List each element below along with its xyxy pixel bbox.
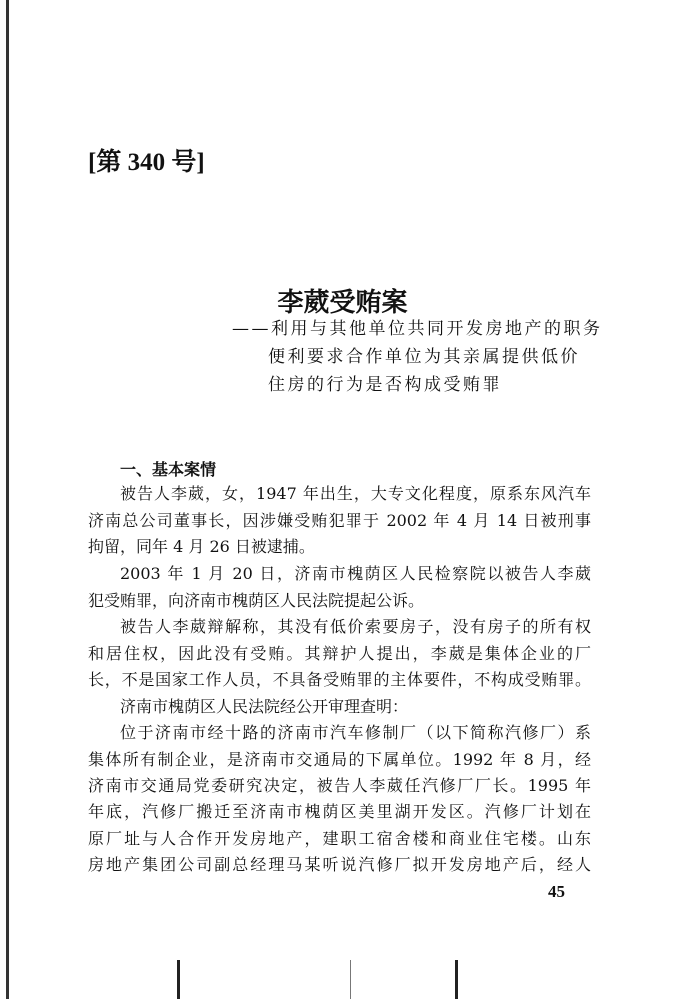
page-number: 45 (548, 882, 565, 901)
subtitle-line: 住房的行为是否构成受贿罪 (268, 375, 502, 395)
case-number: [第 340 号] (88, 149, 205, 176)
case-title: 李葳受贿案 (277, 288, 408, 318)
scan-artifact-mark (350, 960, 351, 999)
body-line: 年底，汽修厂搬迁至济南市槐荫区美里湖开发区。汽修厂计划在 (88, 802, 591, 821)
subtitle-line: 便利要求合作单位为其亲属提供低价 (268, 347, 580, 367)
body-line: 济南市槐荫区人民法院经公开审理查明： (120, 697, 409, 716)
body-line: 长，不是国家工作人员，不具备受贿罪的主体要件，不构成受贿罪。 (88, 670, 591, 689)
body-line: 和居住权，因此没有受贿。其辩护人提出，李葳是集体企业的厂 (88, 644, 591, 663)
scan-artifact-mark (177, 960, 180, 999)
scan-edge-line (6, 0, 9, 999)
body-line: 集体所有制企业，是济南市交通局的下属单位。1992 年 8 月，经 (88, 750, 591, 769)
body-line: 房地产集团公司副总经理马某听说汽修厂拟开发房地产后，经人 (88, 855, 591, 874)
body-line: 2003 年 1 月 20 日，济南市槐荫区人民检察院以被告人李葳 (120, 564, 591, 583)
body-line: 被告人李葳辩解称，其没有低价索要房子，没有房子的所有权 (120, 617, 591, 636)
body-line: 济南总公司董事长，因涉嫌受贿犯罪于 2002 年 4 月 14 日被刑事 (88, 511, 591, 530)
section-heading: 一、基本案情 (120, 460, 217, 479)
scan-artifact-mark (455, 960, 458, 999)
body-line: 被告人李葳，女，1947 年出生，大专文化程度，原系东风汽车 (120, 484, 591, 503)
body-line: 拘留，同年 4 月 26 日被逮捕。 (88, 537, 315, 556)
subtitle-line: ——利用与其他单位共同开发房地产的职务 (232, 319, 603, 339)
body-line: 济南市交通局党委研究决定，被告人李葳任汽修厂厂长。1995 年 (88, 776, 591, 795)
body-line: 原厂址与人合作开发房地产，建职工宿舍楼和商业住宅楼。山东 (88, 829, 591, 848)
body-line: 犯受贿罪，向济南市槐荫区人民法院提起公诉。 (88, 591, 425, 610)
body-line: 位于济南市经十路的济南市汽车修制厂（以下简称汽修厂）系 (120, 723, 591, 742)
